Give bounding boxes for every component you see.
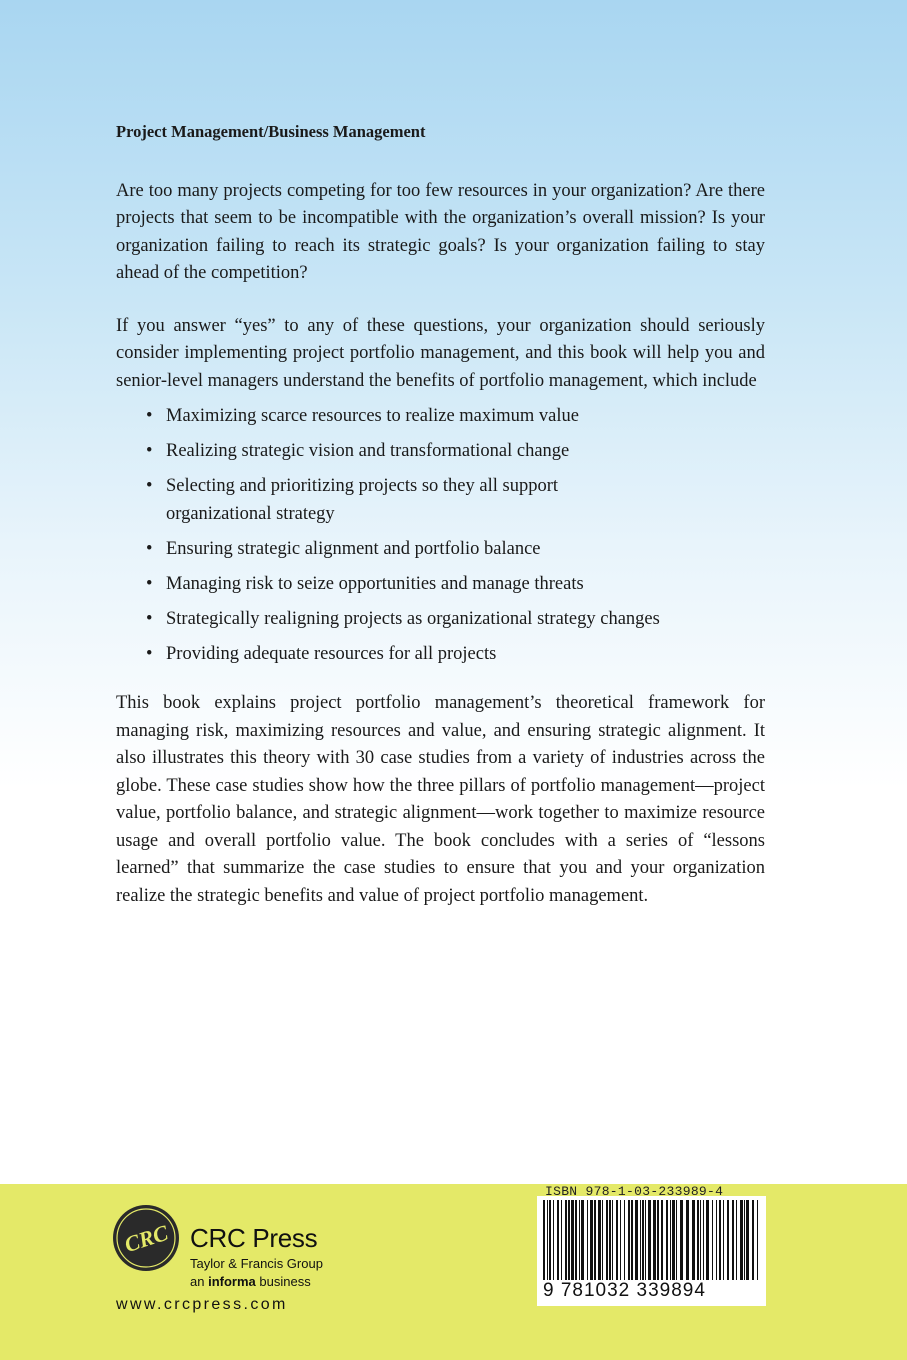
barcode-bar	[598, 1200, 601, 1280]
barcode-bar	[757, 1200, 758, 1280]
bullet-icon: •	[146, 538, 153, 559]
barcode-bar	[628, 1200, 630, 1280]
barcode-bar	[568, 1200, 570, 1280]
barcode-bar	[543, 1200, 545, 1280]
barcode-bar	[612, 1200, 613, 1280]
barcode-bar	[752, 1200, 754, 1280]
list-item: • Selecting and prioritizing projects so they all support organizational strategy	[146, 473, 636, 528]
barcode-bar	[680, 1200, 683, 1280]
bullet-icon: •	[146, 406, 153, 426]
intro-paragraph: Are too many projects competing for too few resources in your organization? Are there projects that seem to be incompatible with the organization’s overall mission? Is your organization failing to reach its strategic goals? Is your organization failing to stay ahead of the competition?	[116, 180, 765, 283]
barcode-bar	[666, 1200, 668, 1280]
barcode-bar	[581, 1200, 584, 1280]
barcode-bar	[706, 1200, 709, 1280]
bullet-icon: •	[146, 608, 153, 629]
barcode-bar	[602, 1200, 603, 1280]
barcode-bar	[700, 1200, 701, 1280]
barcode-bar	[557, 1200, 559, 1280]
barcode-bar	[719, 1200, 721, 1280]
barcode-bar	[616, 1200, 618, 1280]
barcode-bar	[640, 1200, 641, 1280]
bullet-icon: •	[146, 441, 153, 461]
barcode-bar	[703, 1200, 704, 1280]
bullet-icon: •	[146, 643, 153, 664]
brand-block	[190, 1224, 323, 1291]
barcode-bar	[657, 1200, 659, 1280]
barcode-bar	[645, 1200, 646, 1280]
barcode-bar	[642, 1200, 644, 1280]
benefits-list	[116, 403, 765, 668]
barcode-bar	[553, 1200, 554, 1280]
barcode-bar	[712, 1200, 713, 1280]
barcode-bar	[571, 1200, 574, 1280]
bullet-icon: •	[146, 573, 153, 594]
barcode-bar	[620, 1200, 621, 1280]
barcode-image	[541, 1200, 762, 1280]
barcode-bar	[740, 1200, 743, 1280]
back-cover-content	[116, 118, 765, 935]
barcode-bar	[744, 1200, 745, 1280]
barcode-bar	[631, 1200, 633, 1280]
barcode-bar	[549, 1200, 551, 1280]
informa-line: an informa business	[190, 1274, 311, 1289]
barcode-bar	[661, 1200, 663, 1280]
barcode-bar	[692, 1200, 695, 1280]
isbn-label: ISBN 978-1-03-233989-4	[545, 1184, 724, 1199]
barcode-digits: 9 781032 339894	[543, 1280, 706, 1301]
barcode-bar	[648, 1200, 651, 1280]
barcode-bar	[565, 1200, 567, 1280]
list-item: • Realizing strategic vision and transformational change	[146, 438, 636, 466]
barcode-bar	[635, 1200, 638, 1280]
barcode-bar	[594, 1200, 596, 1280]
barcode-bar	[732, 1200, 734, 1280]
bullet-icon: •	[146, 476, 153, 496]
list-item: • Ensuring strategic alignment and portfolio balance	[146, 536, 636, 564]
barcode-bar	[723, 1200, 724, 1280]
barcode-bar	[716, 1200, 717, 1280]
list-item: • Maximizing scarce resources to realize maximum value	[146, 403, 636, 431]
list-item: • Managing risk to seize opportunities and manage threats	[146, 571, 636, 599]
barcode-bar	[746, 1200, 749, 1280]
barcode-bar	[587, 1200, 588, 1280]
barcode-bar	[653, 1200, 656, 1280]
barcode-bar	[686, 1200, 689, 1280]
publisher-footer	[0, 1184, 907, 1360]
barcode-bar	[547, 1200, 548, 1280]
barcode-bar	[606, 1200, 608, 1280]
barcode-bar	[609, 1200, 611, 1280]
lead-in-paragraph: If you answer “yes” to any of these questions, your organization should seriously consider implementing project portfolio management, and this book will help you and senior-level managers understand the benefits of portfolio management, which include	[116, 315, 765, 391]
barcode-bar	[624, 1200, 625, 1280]
seal-text: CRC	[121, 1219, 171, 1258]
barcode-bar	[561, 1200, 562, 1280]
category-heading: Project Management/Business Management	[116, 122, 426, 141]
publisher-name: CRC Press	[190, 1223, 318, 1253]
barcode-bar	[676, 1200, 677, 1280]
barcode-bar	[697, 1200, 699, 1280]
barcode-bar	[672, 1200, 675, 1280]
summary-paragraph: This book explains project portfolio management’s theoretical framework for managing risk, maximizing resources and value, and ensuring strategic alignment. It also illustrates this theory with 30 case studies from a variety of industries across the globe. These case studies show how the three pillars of portfolio management—project value, portfolio balance, and strategic alignment—work together to maximize resource usage and overall portfolio value. The book concludes with a series of “lessons learned” that summarize the case studies to ensure that you and your organization realize the strategic benefits and value of project portfolio management.	[116, 693, 765, 906]
barcode-bar	[575, 1200, 577, 1280]
barcode-bar	[670, 1200, 671, 1280]
publisher-website: www.crcpress.com	[116, 1296, 288, 1313]
publisher-group: Taylor & Francis Group	[190, 1256, 323, 1271]
crc-seal-icon	[112, 1204, 180, 1272]
barcode-bar	[736, 1200, 737, 1280]
barcode-bar	[579, 1200, 580, 1280]
barcode-bar	[727, 1200, 729, 1280]
barcode-bar	[590, 1200, 593, 1280]
barcode-panel	[537, 1184, 766, 1306]
list-item: • Strategically realigning projects as organizational strategy changes	[146, 606, 766, 634]
list-item: • Providing adequate resources for all projects	[146, 641, 636, 669]
publisher-logo	[112, 1204, 442, 1314]
